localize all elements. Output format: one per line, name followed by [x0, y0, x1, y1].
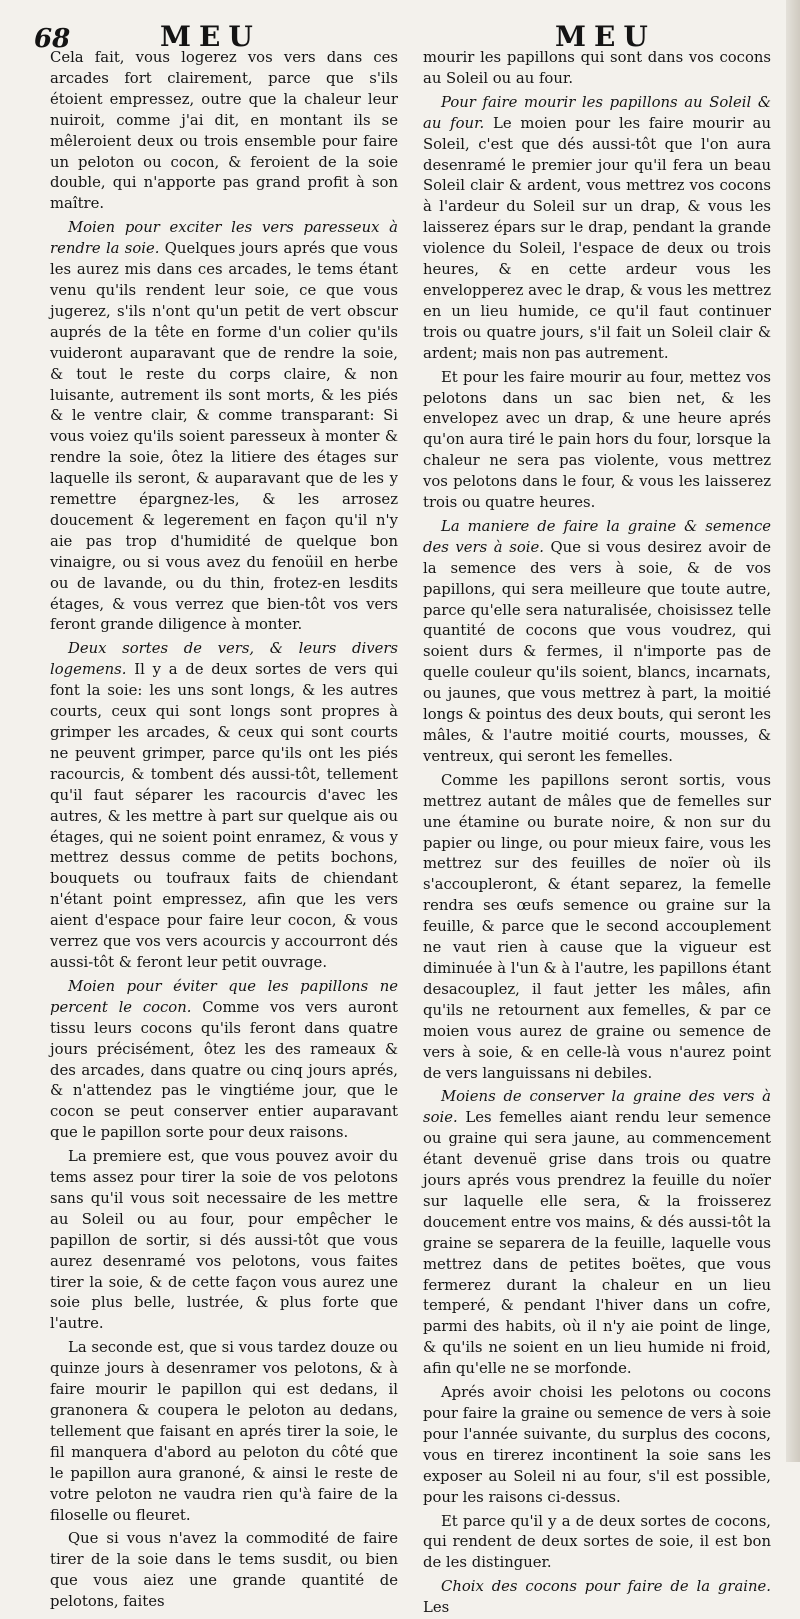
paragraph [423, 1512, 771, 1575]
paragraph [50, 1529, 398, 1613]
page-edge-shadow [786, 0, 800, 1462]
section-heading: Deux sortes de vers, & leurs divers logemens. [50, 640, 398, 679]
right-column [423, 48, 771, 1617]
section-heading: La maniere de faire la graine & semence des vers à soie. [423, 517, 771, 556]
running-head-left: MEU [160, 20, 261, 53]
paragraph-continued [50, 48, 398, 215]
section-paragraph [423, 93, 771, 365]
paragraph-text: Et pour les faire mourir au four, mettez vos pelotons dans un sac bien net, & les envelopez avec un drap, & une heure aprés qu'on aura tiré le pain hors du four, lorsque la chaleur ne sera pas violente, vous mettrez vos pelotons dans le four, & vous les laisserez trois ou quatre heures. [423, 368, 771, 512]
paragraph-text: La premiere est, que vous pouvez avoir du tems assez pour tirer la soie de vos pelotons sans qu'il vous soit necessaire de les mettre au Soleil ou au four, pour empêcher le papillon de sortir, si dés aussi-tôt que vous aurez desenramé vos pelotons, vous faites tirer la soie, & de cette façon vous aurez une soie plus belle, lustrée, & plus forte que l'autre. [50, 1148, 398, 1333]
paragraph-text: La seconde est, que si vous tardez douze ou quinze jours à desenramer vos pelotons, & à faire mourir le papillon qui est dedans, il granonera & coupera le peloton au dedans, tellement que faisant en aprés tirer la soie, le fil manquera d'abord au peloton du côté que le papillon aura granoné, & ainsi le reste de votre peloton ne vaudra rien qu'à faire de la filoselle ou fleuret. [50, 1339, 398, 1524]
section-heading: Pour faire mourir les papillons au Soleil & au four. [423, 93, 771, 132]
section-paragraph [423, 1577, 771, 1619]
paragraph [50, 1338, 398, 1526]
paragraph-text: Quelques jours aprés que vous les aurez mis dans ces arcades, le tems étant venu qu'ils rendent leur soie, ce que vous jugerez, s'ils n'ont qu'un petit de vert obscur auprés de la tête en forme d'un colier qu'ils vuideront auparavant que de rendre la soie, & tout le reste du corps claire, & non luisante, autrement ils sont morts, & les piés & le ventre clair, & comme transparant: Si vous voiez qu'ils soient paresseux à monter & rendre la soie, ôtez la litiere des étages sur laquelle ils seront, & auparavant que de les y remettre épargnez-les, & les arrosez doucement & legerement en façon qu'il n'y aie pas trop d'humidité de quelque bon vinaigre, ou si vous avez du fenoüil en herbe ou de lavande, ou du thin, frotez-en lesdits étages, & vous verrez que bien-tôt vos vers feront grande diligence à monter. [50, 240, 398, 634]
paragraph-text: Les [423, 1599, 450, 1617]
section-heading: Moien pour exciter les vers paresseux à rendre la soie. [50, 219, 398, 258]
section-paragraph [423, 517, 771, 768]
paragraph [423, 368, 771, 514]
paragraph-continued [423, 48, 771, 90]
paragraph-text: Il y a de deux sortes de vers qui font la soie: les uns sont longs, & les autres courts, ceux qui sont longs sont propres à grimper les arcades, & ceux qui sont courts ne peuvent grimper, parce qu'ils ont les piés racourcis, & tombent dés aussi-tôt, tellement qu'il faut séparer les racourcis d'avec les autres, & les mettre à part sur quelque ais ou étages, qui ne soient point enramez, & vous y mettrez dessus comme de petits bochons, bouquets ou toufraux faits de chiendant n'étant point empressez, afin que les vers aient d'espace pour faire leur cocon, & vous verrez que vos vers acourcis y accourront dés aussi-tôt & feront leur petit ouvrage. [50, 661, 398, 971]
paragraph-text: Et parce qu'il y a de deux sortes de cocons, qui rendent de deux sortes de soie, il est bon de les distinguer. [423, 1512, 771, 1572]
page-number: 68 [34, 24, 71, 54]
running-head-right: MEU [555, 20, 656, 53]
paragraph-text: Que si vous n'avez la commodité de faire tirer de la soie dans le tems susdit, ou bien que vous aiez une grande quantité de pelotons, faites [50, 1530, 398, 1611]
paragraph-text: Comme les papillons seront sortis, vous mettrez autant de mâles que de femelles sur une étamine ou burate noire, & non sur du papier ou linge, ou pour mieux faire, vous les mettrez sur des feuilles de noïer où ils s'accoupleront, & étant separez, la femelle rendra ses œufs semence ou graine sur la feuille, & parce que le second accouplement ne vaut rien à cause que la vigueur est diminuée à l'un & à l'autre, les papillons étant desacouplez, il faut jetter les mâles, afin qu'ils ne retournent aux femelles, & par ce moien vous aurez de graine ou semence de vers à soie, & en celle-là vous n'aurez point de vers languissans ni debiles. [423, 771, 771, 1082]
section-paragraph [50, 977, 398, 1144]
paragraph-text: Aprés avoir choisi les pelotons ou cocons pour faire la graine ou semence de vers à soie pour l'année suivante, du surplus des cocons, vous en tirerez incontinent la soie sans les exposer au Soleil ni au four, s'il est possible, pour les raisons ci-dessus. [423, 1384, 771, 1506]
paragraph-text: Les femelles aiant rendu leur semence ou graine qui sera jaune, au commencement étant devenuë grise dans trois ou quatre jours aprés vous prendrez la feuille du noïer sur laquelle elle sera, & la froisserez doucement entre vos mains, & dés aussi-tôt la graine se separera de la feuille, laquelle vous mettrez dans de petites boëtes, que vous fermerez durant la chaleur en un lieu temperé, & pendant l'hiver dans un cofre, parmi des habits, où il n'y aie point de linge, & qu'ils ne soient en un lieu humide ni froid, afin qu'elle ne se morfonde. [423, 1109, 771, 1378]
paragraph-text: Que si vous desirez avoir de la semence des vers à soie, & de vos papillons, qui sera meilleure que toute autre, parce qu'elle sera naturalisée, choisissez telle quantité de cocons que vous voudrez, qui soient durs & fermes, il n'importe pas de quelle couleur qu'ils soient, blancs, incarnats, ou jaunes, que vous mettrez à part, la moitié longs & pointus des deux bouts, qui seront les mâles, & l'autre moitié courts, mousses, & ventreux, qui seront les femelles. [423, 538, 771, 765]
section-paragraph [423, 1087, 771, 1380]
section-heading: Moien pour éviter que les papillons ne percent le cocon. [50, 977, 398, 1016]
paragraph-text: Comme vos vers auront tissu leurs cocons qu'ils feront dans quatre jours précisément, ôtez les des rameaux & des arcades, dans quatre ou cinq jours aprés, & n'attendez pas le vingtiéme jour, que le cocon se peut conserver entier auparavant que le papillon sorte pour deux raisons. [50, 998, 398, 1142]
paragraph-text: mourir les papillons qui sont dans vos cocons au Soleil ou au four. [423, 49, 771, 87]
paragraph [50, 1147, 398, 1335]
paragraph-text: Le moien pour les faire mourir au Soleil, c'est que dés aussi-tôt que l'on aura desenramé le premier jour qu'il fera un beau Soleil clair & ardent, vous mettrez vos cocons à l'ardeur du Soleil sur un drap, & vous les laisserez épars sur le drap, pendant la grande violence du Soleil, l'espace de deux ou trois heures, & en cette ardeur vous les envelopperez avec le drap, & vous les mettrez en un lieu humide, ce qu'il faut continuer trois ou quatre jours, s'il fait un Soleil clair & ardent; mais non pas autrement. [423, 114, 771, 362]
left-column [50, 48, 398, 1611]
section-heading: Moiens de conserver la graine des vers à soie. [423, 1088, 771, 1127]
section-heading: Choix des cocons pour faire de la graine. [441, 1578, 771, 1596]
paragraph [423, 1383, 771, 1508]
section-paragraph [50, 218, 398, 636]
paragraph-text: Cela fait, vous logerez vos vers dans ces arcades fort clairement, parce que s'ils étoient empressez, outre que la chaleur leur nuiroit, comme j'ai dit, en montant ils se mêleroient deux ou trois ensemble pour faire un peloton ou cocon, & feroient de la soie double, qui n'apporte pas grand profit à son maître. [50, 49, 398, 213]
paragraph [423, 771, 771, 1085]
section-paragraph [50, 639, 398, 974]
